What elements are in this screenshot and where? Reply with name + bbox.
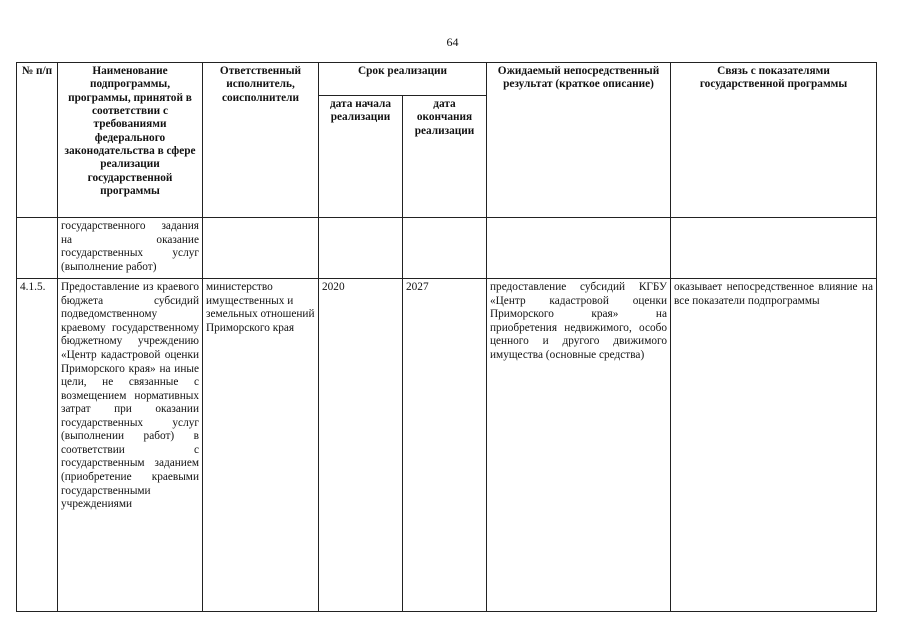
table-row (17, 279, 877, 612)
cell-link: оказывает непосредственное влияние на все показатели подпрограммы (671, 279, 877, 612)
program-table (16, 62, 877, 612)
cell-responsible (203, 218, 319, 279)
cell-start (319, 218, 403, 279)
cell-result (487, 218, 671, 279)
cell-responsible: министерство имущественных и земельных отношений Приморского края (203, 279, 319, 612)
cell-result: предоставление субсидий КГБУ «Центр кадастровой оценки Приморского края» на приобретения недвижимого, особо ценного и другого движимого имущества (основные средства) (487, 279, 671, 612)
table-row (17, 218, 877, 279)
cell-end (403, 218, 487, 279)
header-start: дата начала реализации (319, 96, 403, 218)
page-number: 64 (446, 35, 459, 49)
header-num: № п/п (17, 63, 58, 218)
cell-end: 2027 (403, 279, 487, 612)
header-link: Связь с показателями государственной программы (671, 63, 877, 218)
header-period: Срок реализации (319, 63, 487, 96)
cell-name: Предоставление из краевого бюджета субсидий подведомственному краевому государственному бюджетному учреждению «Центр кадастровой оценки Приморского края» на иные цели, не связанные с возмещением нормативных затрат при оказании государственных услуг (выполнении работ) в соответствии с государственным заданием (приобретение краевыми государственными учреждениями (58, 279, 203, 612)
cell-num (17, 218, 58, 279)
table-header-row (17, 63, 877, 96)
cell-start: 2020 (319, 279, 403, 612)
cell-num: 4.1.5. (17, 279, 58, 612)
header-name: Наименование подпрограммы, программы, принятой в соответствии с требованиями федерального законодательства в сфере реализации государственной программы (58, 63, 203, 218)
cell-name: государственного задания на оказание государственных услуг (выполнение работ) (58, 218, 203, 279)
header-end: дата окончания реализации (403, 96, 487, 218)
header-result: Ожидаемый непосредственный результат (краткое описание) (487, 63, 671, 218)
header-responsible: Ответственный исполнитель, соисполнители (203, 63, 319, 218)
cell-link (671, 218, 877, 279)
